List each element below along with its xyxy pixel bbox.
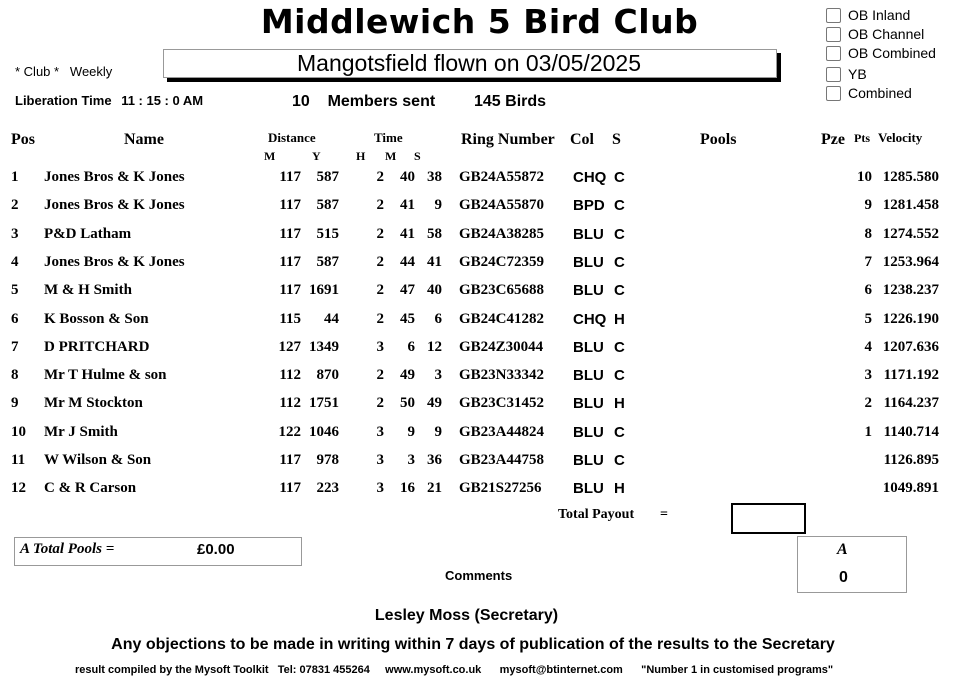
row-section: C bbox=[614, 197, 625, 214]
row-seconds: 41 bbox=[427, 254, 442, 270]
row-miles: 127 bbox=[278, 339, 301, 355]
row-yards: 515 bbox=[316, 226, 339, 242]
table-row bbox=[0, 395, 959, 417]
row-minutes: 45 bbox=[400, 311, 415, 327]
row-seconds: 40 bbox=[427, 282, 442, 298]
row-hours: 2 bbox=[376, 395, 384, 411]
row-section: C bbox=[614, 424, 625, 441]
row-hours: 3 bbox=[376, 424, 384, 440]
row-colour: BLU bbox=[573, 452, 604, 469]
row-section: H bbox=[614, 311, 625, 328]
row-velocity: 1226.190 bbox=[882, 311, 939, 327]
row-name: K Bosson & Son bbox=[44, 311, 149, 327]
row-points: 2 bbox=[864, 395, 872, 411]
table-row bbox=[0, 452, 959, 474]
row-position: 11 bbox=[11, 452, 26, 468]
table-row bbox=[0, 367, 959, 389]
row-minutes: 47 bbox=[400, 282, 415, 298]
table-row bbox=[0, 197, 959, 219]
row-name: Mr M Stockton bbox=[44, 395, 143, 411]
row-hours: 2 bbox=[376, 282, 384, 298]
row-hours: 3 bbox=[376, 452, 384, 468]
checkbox-icon[interactable] bbox=[826, 8, 841, 23]
row-miles: 122 bbox=[278, 424, 301, 440]
row-ring-number: GB23A44758 bbox=[459, 452, 545, 468]
table-row bbox=[0, 226, 959, 248]
row-yards: 587 bbox=[316, 254, 339, 270]
row-ring-number: GB24A38285 bbox=[459, 226, 545, 242]
row-minutes: 16 bbox=[400, 480, 415, 496]
row-miles: 117 bbox=[279, 452, 301, 468]
row-ring-number: GB21S27256 bbox=[459, 480, 542, 496]
row-ring-number: GB24A55870 bbox=[459, 197, 545, 213]
row-velocity: 1281.458 bbox=[882, 197, 939, 213]
row-colour: BLU bbox=[573, 339, 604, 356]
row-yards: 1046 bbox=[309, 424, 339, 440]
row-position: 7 bbox=[11, 339, 19, 355]
col-minutes: M bbox=[385, 149, 397, 163]
row-velocity: 1253.964 bbox=[882, 254, 939, 270]
col-ring-number: Ring Number bbox=[461, 131, 555, 148]
pool-a-label: A bbox=[837, 541, 848, 558]
row-position: 3 bbox=[11, 226, 19, 242]
row-name: D PRITCHARD bbox=[44, 339, 150, 355]
liberation-label: Liberation Time bbox=[15, 93, 112, 108]
row-colour: BLU bbox=[573, 254, 604, 271]
club-title: Middlewich 5 Bird Club bbox=[260, 2, 699, 41]
row-points: 7 bbox=[864, 254, 872, 270]
row-points: 6 bbox=[864, 282, 872, 298]
objections-notice: Any objections to be made in writing within 7 days of publication of the results to the Secretary bbox=[111, 636, 835, 653]
row-miles: 112 bbox=[279, 367, 301, 383]
row-name: M & H Smith bbox=[44, 282, 132, 298]
row-minutes: 3 bbox=[407, 452, 415, 468]
comments-label: Comments bbox=[445, 568, 513, 583]
row-velocity: 1126.895 bbox=[883, 452, 939, 468]
row-miles: 112 bbox=[279, 395, 301, 411]
row-section: C bbox=[614, 254, 625, 271]
birds-sent: 145 Birds bbox=[474, 93, 547, 110]
row-section: C bbox=[614, 226, 625, 243]
row-ring-number: GB23A44824 bbox=[459, 424, 545, 440]
row-colour: BLU bbox=[573, 282, 604, 299]
row-minutes: 41 bbox=[400, 226, 415, 242]
row-colour: BLU bbox=[573, 226, 604, 243]
row-seconds: 9 bbox=[434, 197, 442, 213]
option-ob-combined[interactable] bbox=[826, 45, 936, 61]
row-ring-number: GB24C41282 bbox=[459, 311, 545, 327]
table-row bbox=[0, 339, 959, 361]
liberation-value: 11 : 15 : 0 AM bbox=[121, 93, 204, 108]
row-colour: BLU bbox=[573, 480, 604, 497]
row-miles: 117 bbox=[279, 169, 301, 185]
row-minutes: 50 bbox=[400, 395, 415, 411]
liberation-time bbox=[15, 93, 203, 108]
row-section: C bbox=[614, 452, 625, 469]
row-colour: BLU bbox=[573, 395, 604, 412]
row-name: Mr T Hulme & son bbox=[44, 367, 167, 383]
total-payout-box bbox=[731, 503, 806, 534]
row-points: 4 bbox=[864, 339, 872, 355]
total-payout-equals: = bbox=[660, 507, 668, 522]
checkbox-icon[interactable] bbox=[826, 86, 841, 101]
col-pos: Pos bbox=[11, 131, 35, 148]
row-velocity: 1285.580 bbox=[882, 169, 939, 185]
row-seconds: 9 bbox=[434, 424, 442, 440]
option-yb[interactable] bbox=[826, 66, 867, 82]
option-label: Combined bbox=[848, 85, 912, 101]
col-seconds: S bbox=[414, 149, 421, 163]
row-colour: CHQ bbox=[573, 169, 607, 186]
row-section: C bbox=[614, 339, 625, 356]
option-label: OB Channel bbox=[848, 26, 925, 42]
row-miles: 117 bbox=[279, 254, 301, 270]
row-name: W Wilson & Son bbox=[44, 452, 152, 468]
row-hours: 2 bbox=[376, 254, 384, 270]
row-minutes: 41 bbox=[400, 197, 415, 213]
row-velocity: 1140.714 bbox=[883, 424, 939, 440]
row-section: C bbox=[614, 169, 625, 186]
row-miles: 115 bbox=[279, 311, 301, 327]
table-row bbox=[0, 282, 959, 304]
row-name: C & R Carson bbox=[44, 480, 137, 496]
row-ring-number: GB23C31452 bbox=[459, 395, 545, 411]
row-velocity: 1238.237 bbox=[882, 282, 939, 298]
row-points: 5 bbox=[864, 311, 872, 327]
row-yards: 1691 bbox=[309, 282, 339, 298]
col-section: S bbox=[612, 131, 621, 148]
row-minutes: 44 bbox=[400, 254, 415, 270]
option-label: OB Inland bbox=[848, 7, 911, 23]
option-label: OB Combined bbox=[848, 45, 936, 61]
row-points: 10 bbox=[857, 169, 872, 185]
col-time: Time bbox=[374, 130, 403, 145]
col-name: Name bbox=[124, 131, 164, 148]
row-name: Jones Bros & K Jones bbox=[44, 197, 185, 213]
row-name: P&D Latham bbox=[44, 226, 132, 242]
row-position: 9 bbox=[11, 395, 19, 411]
row-hours: 2 bbox=[376, 311, 384, 327]
table-row bbox=[0, 254, 959, 276]
row-hours: 3 bbox=[376, 339, 384, 355]
row-seconds: 3 bbox=[434, 367, 442, 383]
col-distance: Distance bbox=[268, 130, 316, 145]
row-section: H bbox=[614, 480, 625, 497]
row-ring-number: GB23N33342 bbox=[459, 367, 545, 383]
club-type: * Club * Weekly bbox=[15, 64, 113, 79]
table-row bbox=[0, 424, 959, 446]
row-colour: BPD bbox=[573, 197, 605, 214]
row-position: 5 bbox=[11, 282, 19, 298]
row-minutes: 49 bbox=[400, 367, 415, 383]
row-colour: BLU bbox=[573, 367, 604, 384]
row-section: H bbox=[614, 395, 625, 412]
row-points: 9 bbox=[864, 197, 872, 213]
total-pools-box bbox=[14, 537, 302, 566]
row-yards: 587 bbox=[316, 169, 339, 185]
row-minutes: 6 bbox=[407, 339, 415, 355]
row-hours: 2 bbox=[376, 169, 384, 185]
row-points: 3 bbox=[864, 367, 872, 383]
row-seconds: 6 bbox=[434, 311, 442, 327]
row-seconds: 49 bbox=[427, 395, 442, 411]
row-position: 1 bbox=[11, 169, 19, 185]
row-seconds: 36 bbox=[427, 452, 442, 468]
row-hours: 2 bbox=[376, 367, 384, 383]
option-ob-inland[interactable] bbox=[826, 7, 910, 23]
pool-a-value: 0 bbox=[839, 569, 848, 586]
option-ob-channel[interactable] bbox=[826, 26, 924, 42]
col-yards: Y bbox=[312, 149, 321, 163]
row-colour: CHQ bbox=[573, 311, 607, 328]
option-label: YB bbox=[848, 66, 867, 82]
col-pools: Pools bbox=[700, 131, 737, 148]
row-hours: 3 bbox=[376, 480, 384, 496]
row-ring-number: GB24C72359 bbox=[459, 254, 545, 270]
members-sent: 10 Members sent bbox=[292, 93, 436, 110]
row-miles: 117 bbox=[279, 226, 301, 242]
row-miles: 117 bbox=[279, 282, 301, 298]
compiled-by-credit: result compiled by the Mysoft Toolkit Tel: 07831 455264 www.mysoft.co.uk mysoft@btinternet.com "Number 1 in customised programs" bbox=[75, 664, 834, 676]
row-hours: 2 bbox=[376, 226, 384, 242]
row-section: C bbox=[614, 367, 625, 384]
col-miles: M bbox=[264, 149, 276, 163]
col-hours: H bbox=[356, 149, 366, 163]
row-yards: 870 bbox=[316, 367, 339, 383]
row-yards: 223 bbox=[316, 480, 339, 496]
row-minutes: 40 bbox=[400, 169, 415, 185]
option-combined[interactable] bbox=[826, 85, 912, 101]
row-yards: 587 bbox=[316, 197, 339, 213]
row-velocity: 1207.636 bbox=[882, 339, 939, 355]
col-velocity: Velocity bbox=[878, 130, 923, 145]
col-prize: Pze bbox=[821, 131, 845, 148]
row-seconds: 58 bbox=[427, 226, 442, 242]
row-ring-number: GB24A55872 bbox=[459, 169, 545, 185]
row-hours: 2 bbox=[376, 197, 384, 213]
row-points: 8 bbox=[864, 226, 872, 242]
row-name: Jones Bros & K Jones bbox=[44, 254, 185, 270]
row-velocity: 1164.237 bbox=[883, 395, 939, 411]
row-velocity: 1171.192 bbox=[883, 367, 939, 383]
row-seconds: 38 bbox=[427, 169, 442, 185]
row-miles: 117 bbox=[279, 197, 301, 213]
secretary: Lesley Moss (Secretary) bbox=[374, 607, 559, 624]
pool-a-box bbox=[797, 536, 907, 593]
row-yards: 1751 bbox=[309, 395, 339, 411]
checkbox-icon[interactable] bbox=[826, 46, 841, 61]
checkbox-icon[interactable] bbox=[826, 27, 841, 42]
total-pools-label: A Total Pools = bbox=[20, 541, 115, 557]
row-points: 1 bbox=[864, 424, 872, 440]
row-miles: 117 bbox=[279, 480, 301, 496]
row-section: C bbox=[614, 282, 625, 299]
row-minutes: 9 bbox=[407, 424, 415, 440]
row-name: Mr J Smith bbox=[44, 424, 118, 440]
row-ring-number: GB23C65688 bbox=[459, 282, 545, 298]
row-position: 2 bbox=[11, 197, 19, 213]
row-seconds: 12 bbox=[427, 339, 442, 355]
row-yards: 978 bbox=[316, 452, 339, 468]
col-points: Pts bbox=[854, 131, 870, 145]
row-position: 6 bbox=[11, 311, 19, 327]
row-yards: 44 bbox=[324, 311, 339, 327]
table-row bbox=[0, 311, 959, 333]
row-ring-number: GB24Z30044 bbox=[459, 339, 544, 355]
total-pools-value: £0.00 bbox=[197, 541, 235, 558]
row-velocity: 1274.552 bbox=[882, 226, 939, 242]
checkbox-icon[interactable] bbox=[826, 67, 841, 82]
row-position: 8 bbox=[11, 367, 19, 383]
row-position: 12 bbox=[11, 480, 26, 496]
row-velocity: 1049.891 bbox=[882, 480, 939, 496]
col-colour: Col bbox=[570, 131, 594, 148]
row-position: 10 bbox=[11, 424, 26, 440]
row-colour: BLU bbox=[573, 424, 604, 441]
total-payout-label: Total Payout bbox=[558, 507, 635, 522]
row-yards: 1349 bbox=[309, 339, 339, 355]
race-title: Mangotsfield flown on 03/05/2025 bbox=[297, 50, 641, 76]
row-seconds: 21 bbox=[427, 480, 442, 496]
table-row bbox=[0, 169, 959, 191]
row-position: 4 bbox=[11, 254, 19, 270]
row-name: Jones Bros & K Jones bbox=[44, 169, 185, 185]
table-row bbox=[0, 480, 959, 502]
